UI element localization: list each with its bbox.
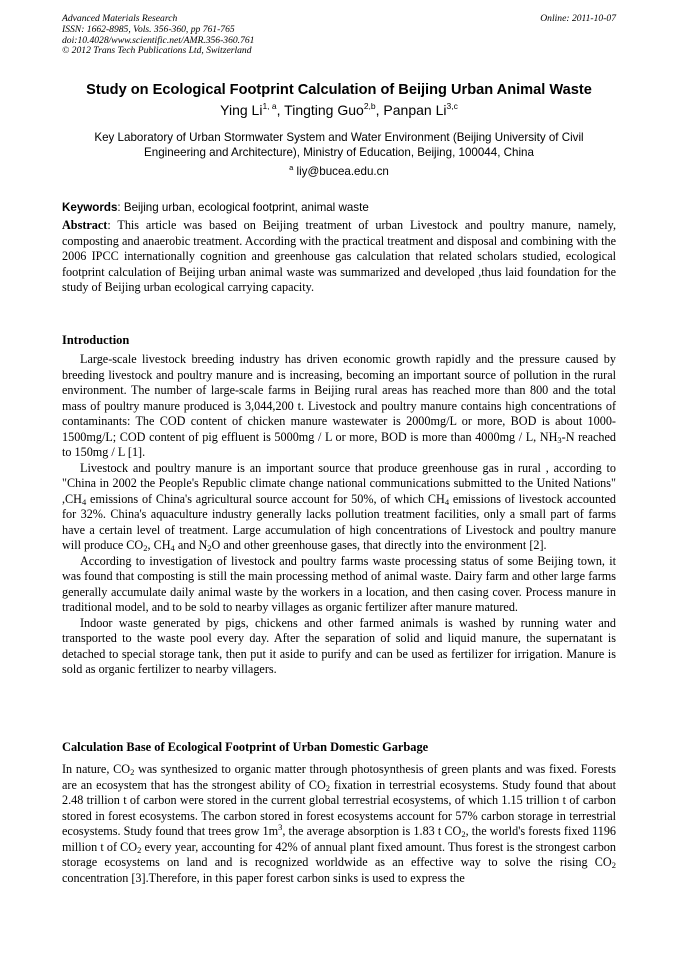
journal-name: Advanced Materials Research [62, 13, 178, 24]
journal-doi: doi:10.4028/www.scientific.net/AMR.356-360.761 [62, 34, 255, 46]
paper-title: Study on Ecological Footprint Calculation of Beijing Urban Animal Waste [86, 82, 592, 98]
paragraph: Livestock and poultry manure is an important source that produce greenhouse gas in rural , according to "China in 2002 the People's Republic climate change national communications submitted to the United Nations" $,CH_4$ emissions of China's agricultural source account for 50%, of which $CH_4$ emissions of livestock accounted for 32%. China's aquaculture industry generally lacks pollution treatment facilities, only a small part of farms have a certain level of treatment. Large accumulation of high concentrations of Livestock and poultry manure will produce $CO_2$, $CH_4$ and $N_2O$ and other greenhouse gases, that directly into the environment [2]. [62, 460, 616, 553]
author-list [0, 101, 678, 119]
author-name: Tingting Guo [284, 102, 364, 118]
author-affiliation-mark: 3,c [446, 101, 458, 111]
journal-header [62, 14, 616, 57]
author-separator: , [375, 102, 384, 118]
online-date: Online: 2011-10-07 [540, 13, 616, 24]
keywords: Keywords: Beijing urban, ecological footprint, animal waste [62, 201, 369, 214]
paragraph: Indoor waste generated by pigs, chickens and other farmed animals is washed by running water and transported to the waste pool every day. After the separation of solid and liquid manure, the supernatant is detached to special storage tank, then put it aside to purify and can be used as fertilizer for irrigation. Manure is sold as organic fertilizer to nearby villagers. [62, 615, 616, 676]
email-mark: a [289, 163, 294, 172]
author-separator: , [276, 102, 285, 118]
section-heading-calculation: Calculation Base of Ecological Footprint of Urban Domestic Garbage [62, 740, 429, 754]
author-affiliation: Key Laboratory of Urban Stormwater System and Water Environment (Beijing University of Civil Engineering and Architecture), Ministry of Education, Beijing, 100044, China [94, 131, 584, 159]
author-affiliation-mark: 1, a [262, 101, 277, 111]
journal-issn: ISSN: 1662-8985, Vols. 356-360, pp 761-765 [62, 23, 235, 35]
author-name: Ying Li [220, 102, 263, 118]
abstract-text: : This article was based on Beijing treatment of urban Livestock and poultry manure, namely, composting and anaerobic treatment. According with the practical treatment and disposal and combining with the 2006 IPCC internationally cognition and greenhouse gas calculation that related scholars studied, ecological footprint calculation of Beijing urban animal waste was summarized and developed ,thus laid foundation for the study of Beijing urban ecological carrying capacity. [62, 218, 616, 294]
abstract-label: Abstract [62, 218, 108, 232]
keywords-label: Keywords [62, 201, 118, 214]
journal-copyright: © 2012 Trans Tech Publications Ltd, Switzerland [62, 45, 252, 57]
keywords-text: Beijing urban, ecological footprint, animal waste [123, 201, 369, 214]
paragraph: Large-scale livestock breeding industry has driven economic growth rapidly and the pressure caused by breeding livestock and poultry manure and is increasing, becoming an important source of pollution in the rural environment. The number of large-scale farms in Beijing rural areas has reached more than 800 and the total mass of poultry manure produced is 3,044,200 t. Livestock and poultry manure contains high concentrations of contaminants: The COD content of chicken manure wastewater is 2000mg/L or more, BOD is about 1000-1500mg/L; COD content of pig effluent is 5000mg / L or more, BOD is more than 4000mg / L, $NH_3-N$ reached to 150mg / L [1]. [62, 352, 616, 459]
calculation-body [62, 762, 616, 886]
introduction-body [62, 352, 616, 678]
paragraph: According to investigation of livestock and poultry farms waste processing status of some Beijing town, it was found that composting is still the main processing method of animal waste. Dairy farm and other large farms generally accumulate daily animal waste by the workers in a location, and then casing cover. Process manure in traditional model, and to be sold to nearby villages as organic fertilizer after manure matured. [62, 553, 616, 614]
section-heading-introduction: Introduction [62, 333, 130, 347]
author-email [0, 165, 678, 179]
author-name: Panpan Li [383, 102, 447, 118]
email-address[interactable]: liy@bucea.edu.cn [296, 165, 389, 178]
author-affiliation-mark: 2,b [363, 101, 376, 111]
abstract [62, 218, 616, 296]
paragraph: In nature, $CO_2$ was synthesized to organic matter through photosynthesis of green plants and was fixed. Forests are an ecosystem that has the strongest ability of $CO_2$ fixation in terrestrial ecosystems. Study found that about 2.48 trillion t of carbon were stored in the current global terrestrial ecosystems, of which 1.15 trillion t of carbon stored in forest ecosystems. The carbon stored in forest ecosystems account for 57% carbon storage in terrestrial ecosystems. Study found that trees grow $1m^3$, the average absorption is 1.83 t $CO_2$, the world's forests fixed 1196 million t of $CO_2$ every year, accounting for 42% of annual plant fixed amount. Thus forest is the strongest carbon storage ecosystems on land and is recognized worldwide as an effective way to solve the rising $CO_2$ concentration [3].Therefore, in this paper forest carbon sinks is used to express the [62, 762, 617, 885]
